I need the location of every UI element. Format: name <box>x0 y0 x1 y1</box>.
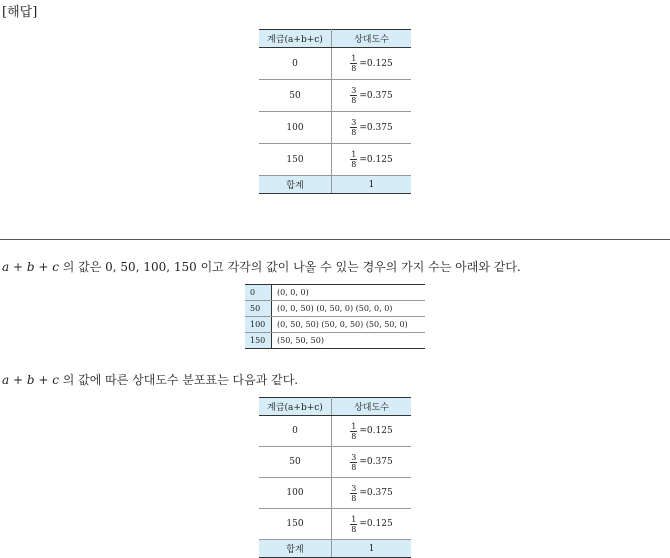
explanation-text: 의 값에 따른 상대도수 분포표는 다음과 같다. <box>58 373 299 387</box>
fraction: $\frac{3}{8}$ <box>351 483 357 503</box>
fraction: $\frac{1}{8}$ <box>351 421 357 441</box>
fraction: $\frac{3}{8}$ <box>351 86 357 105</box>
table-row <box>259 144 411 176</box>
sum-expression: a + b + c <box>2 260 59 274</box>
relative-frequency-cell: $\frac{1}{8}$ =0.125 <box>332 144 412 176</box>
relative-frequency-cell: $\frac{3}{8}$ =0.375 <box>332 112 412 144</box>
relative-frequency-cell: $\frac{1}{8}$ =0.125 <box>332 48 412 80</box>
relative-frequency-cell: $\frac{3}{8}$ =0.375 <box>332 447 412 478</box>
case-key: 50 <box>245 301 272 317</box>
case-key: 100 <box>245 317 272 333</box>
explanation-text: 의 값은 0, 50, 100, 150 이고 각각의 값이 나올 수 있는 경우의 가지 수는 아래와 같다. <box>58 260 521 274</box>
relative-frequency-table-2 <box>259 397 411 558</box>
table-row <box>245 333 425 349</box>
case-list: (0, 0, 0) <box>272 285 426 301</box>
total-value: 1 <box>332 540 412 558</box>
relative-frequency-cell: $\frac{3}{8}$ =0.375 <box>332 80 412 112</box>
table-header-row <box>259 30 411 48</box>
relative-frequency-header: 상대도수 <box>332 398 412 416</box>
fraction: $\frac{3}{8}$ <box>351 118 357 137</box>
answer-heading: [해답] <box>2 5 38 20</box>
explanation-line-1 <box>2 258 521 275</box>
class-cell: 100 <box>259 478 332 509</box>
fraction: $\frac{1}{8}$ <box>351 150 357 169</box>
table-row <box>259 80 411 112</box>
relative-frequency-table-1 <box>259 29 411 194</box>
table-row <box>245 285 425 301</box>
class-cell: 150 <box>259 509 332 540</box>
case-key: 0 <box>245 285 272 301</box>
table-row <box>259 416 411 447</box>
relative-frequency-cell: $\frac{3}{8}$ =0.375 <box>332 478 412 509</box>
table-row <box>259 112 411 144</box>
table-header-row <box>259 398 411 416</box>
relative-frequency-header: 상대도수 <box>332 30 412 48</box>
relative-frequency-cell: $\frac{1}{8}$ =0.125 <box>332 416 412 447</box>
case-list: (0, 50, 50) (50, 0, 50) (50, 50, 0) <box>272 317 426 333</box>
table-row <box>259 48 411 80</box>
class-cell: 100 <box>259 112 332 144</box>
table-row <box>259 478 411 509</box>
class-cell: 50 <box>259 447 332 478</box>
sum-expression: a + b + c <box>2 373 59 387</box>
relative-frequency-cell: $\frac{1}{8}$ =0.125 <box>332 509 412 540</box>
class-cell: 0 <box>259 416 332 447</box>
section-divider <box>0 239 670 240</box>
case-key: 150 <box>245 333 272 349</box>
fraction: $\frac{1}{8}$ <box>351 54 357 73</box>
total-row <box>259 176 411 194</box>
cases-table <box>245 284 425 349</box>
total-value: 1 <box>332 176 412 194</box>
class-cell: 50 <box>259 80 332 112</box>
table-row <box>259 447 411 478</box>
table-row <box>245 301 425 317</box>
case-list: (0, 0, 50) (0, 50, 0) (50, 0, 0) <box>272 301 426 317</box>
total-label: 합계 <box>259 540 332 558</box>
table-row <box>259 509 411 540</box>
total-label: 합계 <box>259 176 332 194</box>
class-header: 계급(a+b+c) <box>259 398 332 416</box>
table-row <box>245 317 425 333</box>
explanation-line-2 <box>2 371 298 388</box>
class-header: 계급(a+b+c) <box>259 30 332 48</box>
fraction: $\frac{1}{8}$ <box>351 514 357 534</box>
case-list: (50, 50, 50) <box>272 333 426 349</box>
class-cell: 0 <box>259 48 332 80</box>
fraction: $\frac{3}{8}$ <box>351 452 357 472</box>
class-cell: 150 <box>259 144 332 176</box>
total-row <box>259 540 411 558</box>
